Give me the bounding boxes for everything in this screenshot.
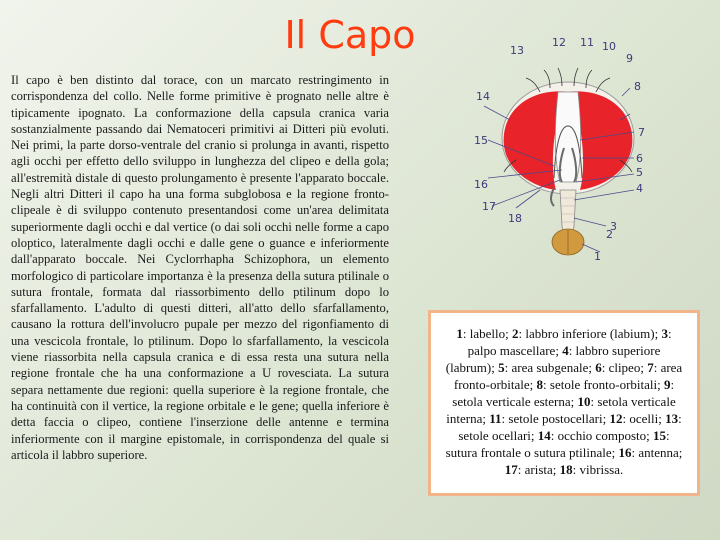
label-6: 6	[636, 152, 643, 165]
label-3: 3	[610, 220, 617, 233]
legend-number: 14	[537, 428, 551, 443]
legend-number: 5	[498, 360, 505, 375]
legend-text: : area subgenale;	[504, 360, 596, 375]
legend-text: : antenna;	[631, 445, 683, 460]
legend-text: : occhio composto;	[550, 428, 653, 443]
label-1: 1	[594, 250, 601, 262]
legend-text: : setole ocellari;	[458, 411, 682, 443]
legend-text: : ocelli;	[622, 411, 666, 426]
legend-text: : setola verticale esterna;	[452, 377, 675, 409]
label-9: 9	[626, 52, 633, 65]
fly-head-diagram	[470, 30, 660, 262]
legend-number: 4	[562, 343, 569, 358]
label-13: 13	[510, 44, 524, 57]
label-7: 7	[638, 126, 645, 139]
label-10: 10	[602, 40, 616, 53]
label-17: 17	[482, 200, 496, 213]
label-14: 14	[476, 90, 490, 103]
labium	[560, 190, 576, 232]
label-5: 5	[636, 166, 643, 179]
legend-text: : labbro superiore (labrum);	[445, 343, 661, 375]
legend-number: 17	[504, 462, 518, 477]
label-12: 12	[552, 36, 566, 49]
legend-number: 12	[609, 411, 623, 426]
legend-text: : setola verticale interna;	[446, 394, 676, 426]
legend-text: : clipeo;	[601, 360, 648, 375]
label-18: 18	[508, 212, 522, 225]
legend-number: 11	[489, 411, 502, 426]
legend-number: 1	[456, 326, 463, 341]
label-8: 8	[634, 80, 641, 93]
label-11: 11	[580, 36, 594, 49]
body-paragraph: Il capo è ben distinto dal torace, con un marcato restringimento in corrispondenza del collo. Nelle forme primitive è prognato nelle altre è tipicamente ipognato. La conformazione della capsula cranica varia sostanzialmente passando dai Nematoceri primitivi ai Ditteri più evoluti. Nei primi, la parte dorso-ventrale del cranio si prolunga in avanti, rispetto agli occhi per effetto dello sviluppo in lunghezza del clipeo e della gola; all'estremità distale di questo prolungamento è presente l'apparato boccale. Negli altri Ditteri il capo ha una forma subglobosa e la regione fronto-clipeale è di sviluppo contenuto presentandosi come un'area delimitata superiormente dagli occhi e dal vertice (o dai soli occhi nelle forme a capo oloptico, lateralmente dagli occhi e dalle gene o guance e inferiormente dall'apparato boccale. Nei Cyclorrhapha Schizophora, un elemento morfologico di particolare importanza è la presenza della sutura ptilinale o sutura frontale, formata dal riassorbimento dello ptilinum dopo lo sfarfallamento. L'adulto di questi ditteri, all'atto dello sfarfallamento, causano la rottura dell'involucro pupale per mezzo del rigonfiamento di una vescicola frontale, lo ptilinum. Dopo lo sfarfallamento, la vescicola viene riassorbita nella capsula cranica e di essa resta una sutura nella regione frontale che ha una conformazione a U rovesciata. La sutura separa nettamente due regioni: quella superiore è la regione frontale, che ha continuità con il vertice, la regione orbitale e le gene; quella inferiore è detta faccia o clipeo, contiene l'inserzione delle antenne e termina inferiormente con il margine epistomale, in corrispondenza del quale si articola il labbro superiore.	[11, 73, 389, 462]
legend-text: : labbro inferiore (labium);	[518, 326, 662, 341]
legend-text: : sutura frontale o sutura ptilinale;	[445, 428, 670, 460]
legend-number: 10	[577, 394, 591, 409]
label-15: 15	[474, 134, 488, 147]
slide-title: Il Capo	[284, 13, 416, 57]
legend-text: : palpo mascellare;	[467, 326, 672, 358]
legend-number: 2	[512, 326, 519, 341]
legend-text: : setole fronto-orbitali;	[543, 377, 664, 392]
legend-text: : area fronto-orbitale;	[453, 360, 683, 392]
legend-number: 13	[665, 411, 679, 426]
legend-text: : arista;	[517, 462, 560, 477]
legend-number: 18	[559, 462, 573, 477]
label-16: 16	[474, 178, 488, 191]
legend-number: 6	[595, 360, 602, 375]
legend-number: 16	[618, 445, 632, 460]
legend-text: : labello;	[462, 326, 513, 341]
legend-number: 7	[647, 360, 654, 375]
legend-caption	[428, 310, 700, 496]
legend-number: 9	[664, 377, 671, 392]
legend-text: : setole postocellari;	[501, 411, 610, 426]
legend-number: 15	[652, 428, 666, 443]
legend-number: 8	[536, 377, 544, 392]
label-2: 2	[606, 228, 613, 241]
legend-text: : vibrissa.	[572, 462, 624, 477]
legend-number: 3	[661, 326, 668, 341]
label-4: 4	[636, 182, 643, 195]
